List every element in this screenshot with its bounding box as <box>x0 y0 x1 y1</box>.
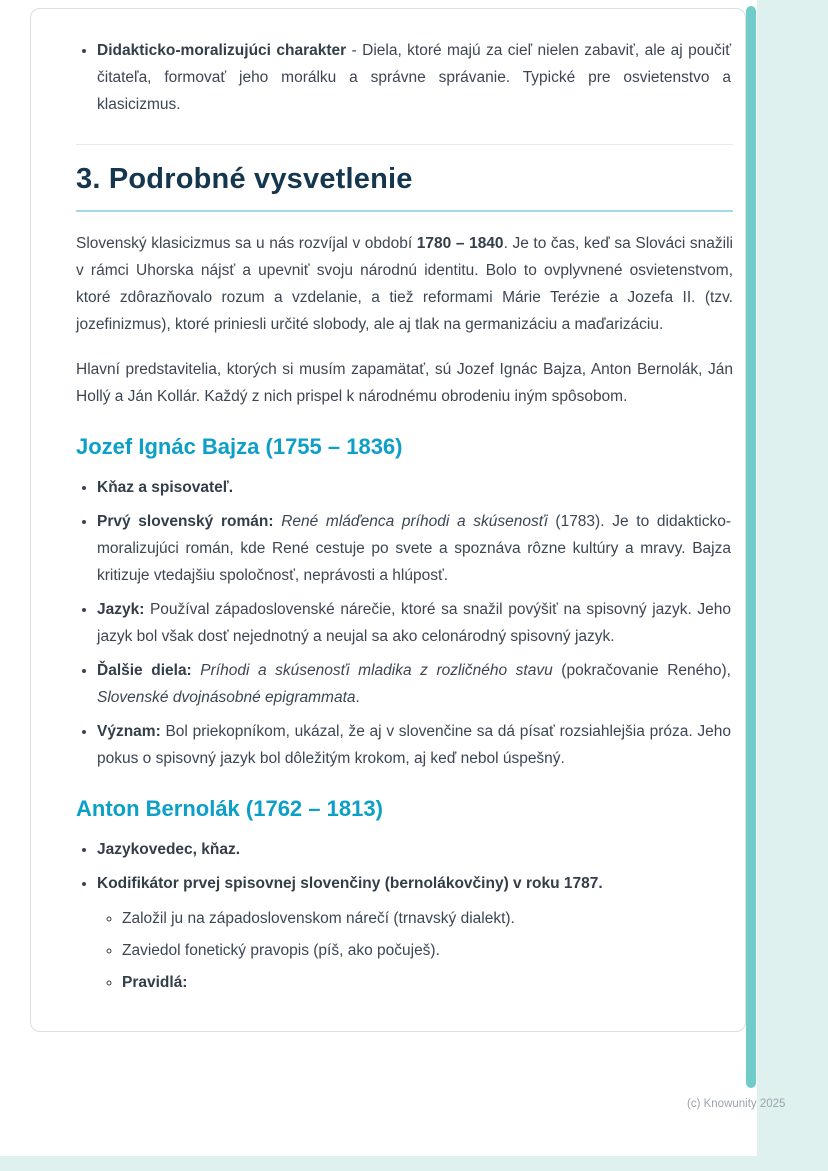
sub-bullet-text: Zaviedol fonetický pravopis (píš, ako počuješ). <box>122 942 440 959</box>
sub-list-item <box>122 969 731 996</box>
bajza-list <box>76 474 733 772</box>
bullet-text: Bol priekopníkom, ukázal, že aj v slovenčine sa dá písať rozsiahlejšia próza. Jeho pokus o spisovný jazyk bol dôležitým krokom, aj keď nebol úspešný. <box>97 723 731 767</box>
list-item <box>97 596 733 650</box>
bullet-bold: Kodifikátor prvej spisovnej slovenčiny (bernolákovčiny) v roku 1787. <box>97 875 603 892</box>
sub-bullet-bold: Pravidlá: <box>122 974 188 991</box>
bullet-text: Používal západoslovenské nárečie, ktoré sa snažil povýšiť na spisovný jazyk. Jeho jazyk bol však dosť nejednotný a neujal sa ako celonárodný spisovný jazyk. <box>97 601 731 645</box>
paragraph-representatives: Hlavní predstavitelia, ktorých si musím zapamätať, sú Jozef Ignác Bajza, Anton Bernolák, Ján Hollý a Ján Kollár. Každý z nich prispel k národnému obrodeniu iným spôsobom. <box>76 361 733 405</box>
bernolak-list <box>76 836 733 996</box>
paragraph-text: Slovenský klasicizmus sa u nás rozvíjal v období <box>76 235 417 252</box>
work-title-italic: René mláďenca príhodi a skúsenosťi <box>273 513 548 530</box>
paragraph-text: . Je to čas, keď sa Slováci snažili v rámci Uhorska nájsť a upevniť svoju národnú identitu. Bolo to ovplyvnené osvietenstvom, ktoré zdôrazňovalo rozum a vzdelanie, a tiež reformami Márie Terézie a Jozefa II. (tzv. jozefinizmus), ktoré priniesli určité slobody, ale aj tlak na germanizáciu a maďarizáciu. <box>76 235 733 333</box>
list-item <box>97 657 733 711</box>
sub-list-item <box>122 905 731 932</box>
document-page <box>30 8 746 1032</box>
bullet-bold: Ďalšie diela: <box>97 662 192 679</box>
work-title-italic: Slovenské dvojnásobné epigrammata <box>97 689 356 706</box>
bullet-text: (pokračovanie Reného), <box>552 662 731 679</box>
section-divider <box>76 144 733 145</box>
subsection-heading-bernolak: Anton Bernolák (1762 – 1813) <box>76 796 383 821</box>
list-item <box>97 836 733 863</box>
section-title: 3. Podrobné vysvetlenie <box>76 163 733 212</box>
app-background-bottom <box>0 1156 828 1171</box>
bullet-text: (1783). Je to didakticko-moralizujúci román, kde René cestuje po svete a spoznáva rôzne kultúry a mravy. Bajza kritizuje vtedajšiu spoločnosť, neprávosti a hlúposť. <box>97 513 731 584</box>
kodifikator-sublist <box>97 905 731 996</box>
work-title-italic: Príhodi a skúsenosťi mladika z rozličného stavu <box>191 662 553 679</box>
didactic-character-list <box>76 37 733 118</box>
sub-list-item <box>122 937 731 964</box>
paragraph-overview <box>76 230 733 338</box>
list-item <box>97 37 733 118</box>
bullet-text: . <box>355 689 360 706</box>
bullet-bold: Jazykovedec, kňaz. <box>97 841 241 858</box>
app-background-panel <box>757 0 828 1171</box>
watermark: (c) Knowunity 2025 <box>687 1098 786 1110</box>
term-bold: Didakticko-moralizujúci charakter <box>97 42 347 59</box>
scrollbar-thumb[interactable] <box>746 6 756 1088</box>
bullet-bold: Jazyk: <box>97 601 145 618</box>
list-item <box>97 508 733 589</box>
bullet-bold: Prvý slovenský román: <box>97 513 274 530</box>
list-item <box>97 474 733 501</box>
list-item <box>97 870 733 996</box>
period-bold: 1780 – 1840 <box>416 235 504 252</box>
subsection-heading-bajza: Jozef Ignác Bajza (1755 – 1836) <box>76 434 403 459</box>
sub-bullet-text: Založil ju na západoslovenskom nárečí (trnavský dialekt). <box>122 910 515 927</box>
term-text: - Diela, ktoré majú za cieľ nielen zabaviť, ale aj poučiť čitateľa, formovať jeho morálku a správne správanie. Typické pre osvietenstvo a klasicizmus. <box>97 42 732 113</box>
bullet-bold: Význam: <box>97 723 161 740</box>
list-item <box>97 718 733 772</box>
bullet-bold: Kňaz a spisovateľ. <box>97 479 234 496</box>
